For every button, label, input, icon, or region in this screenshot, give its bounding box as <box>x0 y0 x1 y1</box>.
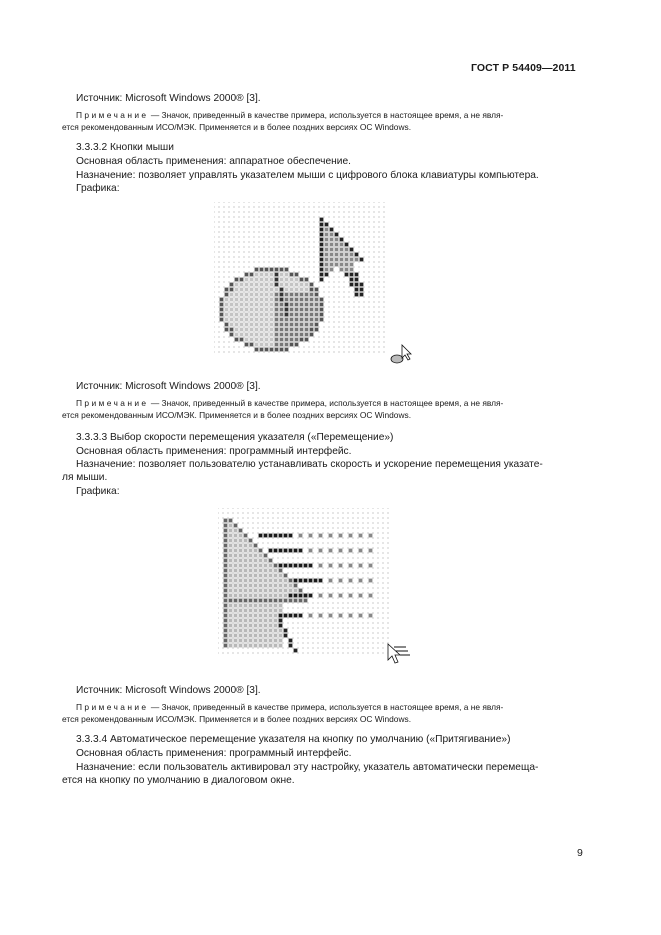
purpose-line: Назначение: позволяет управлять указателем мыши с цифрового блока клавиатуры компьютера. <box>76 170 539 181</box>
scope-line: Основная область применения: аппаратное обеспечение. <box>76 156 351 167</box>
source-line: Источник: Microsoft Windows 2000® [3]. <box>76 381 261 392</box>
small-mouse-keys-icon <box>391 345 411 363</box>
note-line-continued: ется рекомендованным ИСО/МЭК. Применяется и в более поздних версиях ОС Windows. <box>62 122 412 132</box>
source-line: Источник: Microsoft Windows 2000® [3]. <box>76 685 261 696</box>
note-text: Значок, приведенный в качестве примера, используется в настоящее время, а не явля- <box>161 110 504 120</box>
note-text: Значок, приведенный в качестве примера, используется в настоящее время, а не явля- <box>161 702 504 712</box>
note-line <box>76 398 503 409</box>
purpose-line-continued: ется на кнопку по умолчанию в диалоговом окне. <box>62 775 295 786</box>
standard-header: ГОСТ Р 54409—2011 <box>471 62 576 74</box>
pointer-speed-icon <box>218 508 418 670</box>
graphics-label: Графика: <box>76 183 120 194</box>
source-line: Источник: Microsoft Windows 2000® [3]. <box>76 93 261 104</box>
graphics-label: Графика: <box>76 486 120 497</box>
purpose-line-continued: ля мыши. <box>62 472 108 483</box>
note-line <box>76 110 503 121</box>
section-heading: 3.3.3.2 Кнопки мыши <box>76 142 174 153</box>
purpose-line: Назначение: если пользователь активировал эту настройку, указатель автоматически перемеща- <box>76 762 539 773</box>
note-text: Значок, приведенный в качестве примера, используется в настоящее время, а не явля- <box>161 398 504 408</box>
purpose-line: Назначение: позволяет пользователю устанавливать скорость и ускорение перемещения указате- <box>76 459 543 470</box>
scope-line: Основная область применения: программный интерфейс. <box>76 446 352 457</box>
section-heading: 3.3.3.3 Выбор скорости перемещения указателя («Перемещение») <box>76 432 394 443</box>
note-dash: — <box>150 110 160 120</box>
note-line <box>76 702 503 713</box>
note-line-continued: ется рекомендованным ИСО/МЭК. Применяется и в более поздних версиях ОС Windows. <box>62 410 412 420</box>
section-heading: 3.3.3.4 Автоматическое перемещение указателя на кнопку по умолчанию («Притягивание») <box>76 734 511 745</box>
small-pointer-speed-icon <box>388 644 410 663</box>
scope-line: Основная область применения: программный интерфейс. <box>76 748 352 759</box>
note-label: Примечание <box>76 110 149 120</box>
note-dash: — <box>150 398 160 408</box>
note-label: Примечание <box>76 398 149 408</box>
note-label: Примечание <box>76 702 149 712</box>
mouse-keys-icon <box>214 202 414 372</box>
page-number: 9 <box>577 847 583 859</box>
note-line-continued: ется рекомендованным ИСО/МЭК. Применяется и в более поздних версиях ОС Windows. <box>62 714 412 724</box>
note-dash: — <box>150 702 160 712</box>
